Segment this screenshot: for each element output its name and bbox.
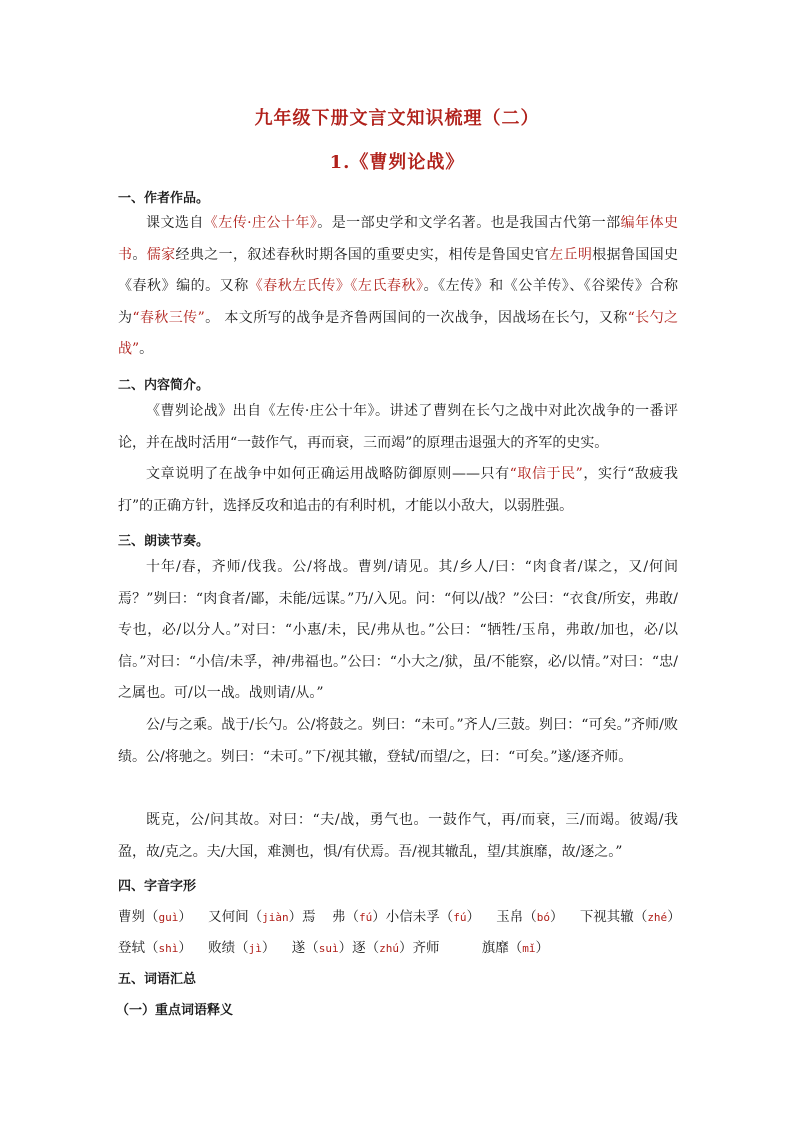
vocab-item: 旗靡（mǐ） (481, 940, 550, 956)
vocab-item: 败绩（jì） (208, 940, 276, 956)
vocab-item: 玉帛（bó） (496, 909, 564, 925)
subsection-heading: （一）重点词语释义 (116, 1003, 234, 1018)
paragraph-author: 课文选自《左传·庄公十年》。是一部史学和文学名著。也是我国古代第一部编年体史书。儒家经典之一，叙述春秋时期各国的重要史实，相传是鲁国史官左丘明根据鲁国国史《春秋》编的。又称《春秋左氏传》《左氏春秋》。《左传》和《公羊传》、《谷梁传》合称为“春秋三传”。 本文所写的战争是齐鲁两国间的一次战争，因战场在长勺，又称“长勺之战”。 (118, 215, 679, 357)
lesson-title: 1.《曹刿论战》 (329, 152, 465, 173)
vocab-item: 登轼（shì） (118, 940, 192, 956)
paragraph-summary-2: 文章说明了在战争中如何正确运用战略防御原则——只有“取信于民”，实行“敌疲我打”的正确方针，选择反攻和追击的有利时机，才能以小敌大，以弱胜强。 (118, 466, 678, 514)
vocab-item: 下视其辙（zhé） (579, 909, 681, 925)
section-heading-summary: 二、内容简介。 (118, 378, 210, 393)
vocab-item: 遂（suì）逐（zhú）齐师 (291, 940, 440, 956)
document-title: 九年级下册文言文知识梳理（二） (254, 108, 540, 129)
paragraph-rhythm-2: 公/与之乘。战于/长勺。公/将鼓之。刿曰：“未可。”齐人/三鼓。刿曰：“可矣。”齐师/败绩。公/将驰之。刿曰：“未可。”下/视其辙，登轼/而望/之，曰：“可矣。”遂/逐齐师。 (118, 717, 678, 765)
vocab-item: 又何间（jiàn）焉 (208, 909, 316, 925)
vocab-item: 弗（fú）小信未孚（fú） (331, 909, 480, 925)
paragraph-rhythm-1: 十年/春，齐师/伐我。公/将战。曹刿/请见。其/乡人/曰：“肉食者/谋之，又/何间焉？”刿曰：“肉食者/鄙，未能/远谋。”乃/入见。问：“何以/战？”公曰：“衣食/所安，弗敢/专也，必/以分人。”对曰：“小惠/未，民/弗从也。”公曰：“牺牲/玉帛，弗敢/加也，必/以信。”对曰：“小信/未孚，神/弗福也。”公曰：“小大之/狱，虽/不能察，必/以情。”对曰：“忠/之属也。可/以一战。战则请/从。” (118, 559, 678, 701)
paragraph-summary-1: 《曹刿论战》出自《左传·庄公十年》。讲述了曹刿在长勺之战中对此次战争的一番评论，并在战时活用“一鼓作气，再而衰，三而竭”的原理击退强大的齐军的史实。 (118, 403, 678, 451)
paragraph-rhythm-3: 既克，公/问其故。对曰：“夫/战，勇气也。一鼓作气，再/而衰，三/而竭。彼竭/我盈，故/克之。夫/大国，难测也，惧/有伏焉。吾/视其辙乱，望/其旗靡，故/逐之。” (118, 812, 678, 860)
section-heading-vocabulary: 五、词语汇总 (118, 972, 197, 987)
vocab-item: 曹刿（guì） (118, 909, 192, 925)
pronunciation-row-1 (118, 905, 688, 925)
pronunciation-row-2 (118, 936, 688, 956)
section-heading-rhythm: 三、朗读节奏。 (118, 534, 210, 549)
section-heading-pronunciation: 四、字音字形 (118, 879, 197, 894)
section-heading-author: 一、作者作品。 (118, 191, 210, 206)
